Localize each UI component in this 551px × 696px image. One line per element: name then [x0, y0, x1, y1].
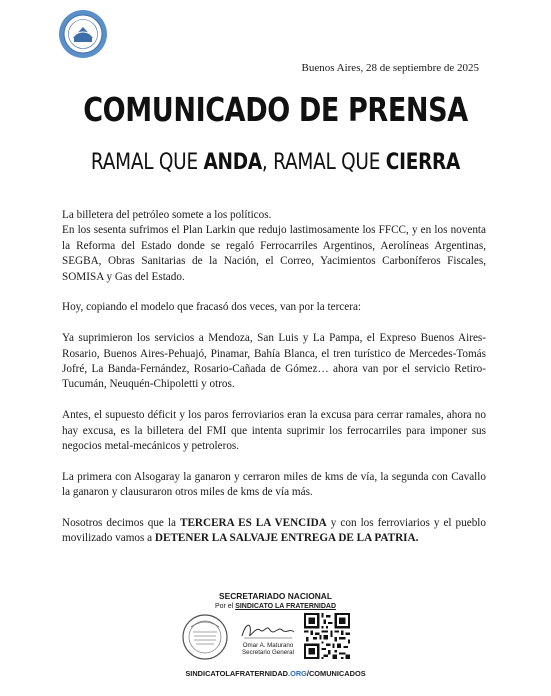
qr-code-icon[interactable] [304, 613, 350, 659]
sindicato-logo [58, 9, 108, 59]
press-release-body [62, 208, 486, 562]
sig-sub-org: SINDICATO LA FRATERNIDAD [235, 603, 337, 610]
signer-block [236, 642, 300, 656]
paragraph-2: Hoy, copiando el modelo que fracasó dos veces, van por la tercera: [62, 301, 362, 314]
footer-part1: SINDICATOLAFRATERNIDAD [185, 669, 289, 678]
subtitle [44, 150, 507, 175]
footer-part2: .ORG [288, 669, 307, 678]
p6-part-c: y con los ferroviarios y el pueblo movilizado vamos a [62, 517, 487, 545]
footer-part3: /COMUNICADOS [306, 669, 366, 678]
p6-part-a: Nosotros decimos que la [62, 517, 180, 530]
paragraph-5: La primera con Alsogaray la ganaron y cerraron miles de kms de vía, la segunda con Cavallo la ganaron y clausuraron otros miles de kms de vía más. [62, 470, 486, 499]
page-title: COMUNICADO DE PRENSA [83, 90, 468, 129]
paragraph-4: Antes, el supuesto déficit y los paros ferroviarios eran la excusa para cerrar ramales, ahora no hay excusa, es la billetera del FMI que intenta suprimir los ferrocarriles para imponer sus negocios metal-mecánicos y petroleros. [62, 409, 486, 453]
subtitle-part2: ANDA [203, 150, 262, 175]
p6-part-d: DETENER LA SALVAJE ENTREGA DE LA PATRIA. [154, 532, 419, 545]
subtitle-part4: CIERRA [385, 150, 461, 175]
subtitle-part1: RAMAL QUE [90, 150, 204, 175]
paragraph-1-line-2: En los sesenta sufrimos el Plan Larkin que redujo lastimosamente los FFCC, y en los noventa la Reforma del Estado donde se regaló Ferrocarriles Argentinos, Aerolíneas Argentinas, SEGBA, Obras Sanitarias de la Nación, el Correo, Yacimientos Carboníferos Fiscales, SOMISA y Gas del Estado. [62, 224, 486, 283]
stamp-icon [181, 613, 229, 661]
signature-scribble [238, 618, 298, 644]
date-line: Buenos Aires, 28 de septiembre de 2025 [301, 62, 479, 74]
paragraph-3: Ya suprimieron los servicios a Mendoza, San Luis y La Pampa, el Expreso Buenos Aires-Rosario, Buenos Aires-Pehuajó, Pinamar, Bahía Blanca, el tren turístico de Mercedes-Tomás Jofré, La Banda-Fernández, Rosario-Cañada de Gómez… ahora van por el servicio Retiro-Tucumán, Neuquén-Chipoletti y otros. [62, 332, 486, 391]
p6-part-b: TERCERA ES LA VENCIDA [180, 517, 327, 530]
signer-role: Secretario General [242, 649, 294, 656]
sig-sub-prefix: Por el [214, 603, 236, 610]
signature-heading: SECRETARIADO NACIONAL [219, 591, 332, 601]
paragraph-1-line-1: La billetera del petróleo somete a los políticos. [62, 209, 272, 221]
signer-name: Omar A. Maturano [242, 642, 294, 649]
paragraph-6 [62, 516, 486, 547]
footer-url[interactable] [0, 669, 551, 678]
subtitle-part3: , RAMAL QUE [261, 150, 386, 175]
signature-subheading [0, 603, 551, 610]
